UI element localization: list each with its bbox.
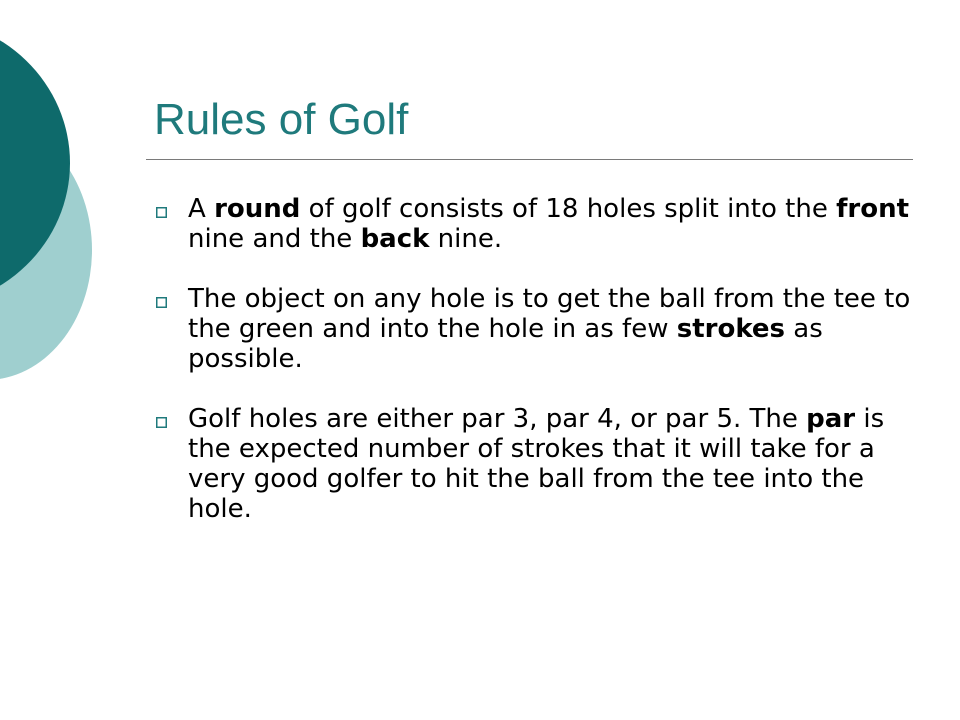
text-segment: nine and the <box>188 224 361 254</box>
hollow-square-bullet-icon <box>152 194 188 224</box>
text-segment: A <box>188 194 215 224</box>
bullet-item <box>152 194 932 254</box>
text-segment: is the expected number of strokes that it will take for a very good golfer to hit the ball from the tee into the hole. <box>188 404 885 524</box>
text-segment: Golf holes are either par 3, par 4, or par 5. The <box>188 404 807 434</box>
bold-term-back: back <box>360 224 430 254</box>
title-divider <box>146 159 913 160</box>
bullet-list <box>152 194 932 554</box>
text-segment: nine. <box>429 224 503 254</box>
bullet-text <box>188 284 932 374</box>
bullet-text <box>188 404 932 524</box>
bullet-text <box>188 194 932 254</box>
text-segment: of golf consists of 18 holes split into the <box>300 194 837 224</box>
text-segment: as possible. <box>188 314 823 374</box>
hollow-square-bullet-icon <box>152 404 188 434</box>
hollow-square-bullet-icon <box>152 284 188 314</box>
bold-term-front: front <box>836 194 910 224</box>
slide-title: Rules of Golf <box>154 95 409 144</box>
bold-term-round: round <box>214 194 301 224</box>
text-segment: The object on any hole is to get the ball from the tee to the green and into the hole in as few <box>188 284 911 344</box>
bold-term-par: par <box>806 404 856 434</box>
bold-term-strokes: strokes <box>676 314 786 344</box>
bullet-item <box>152 284 932 374</box>
bullet-item <box>152 404 932 524</box>
